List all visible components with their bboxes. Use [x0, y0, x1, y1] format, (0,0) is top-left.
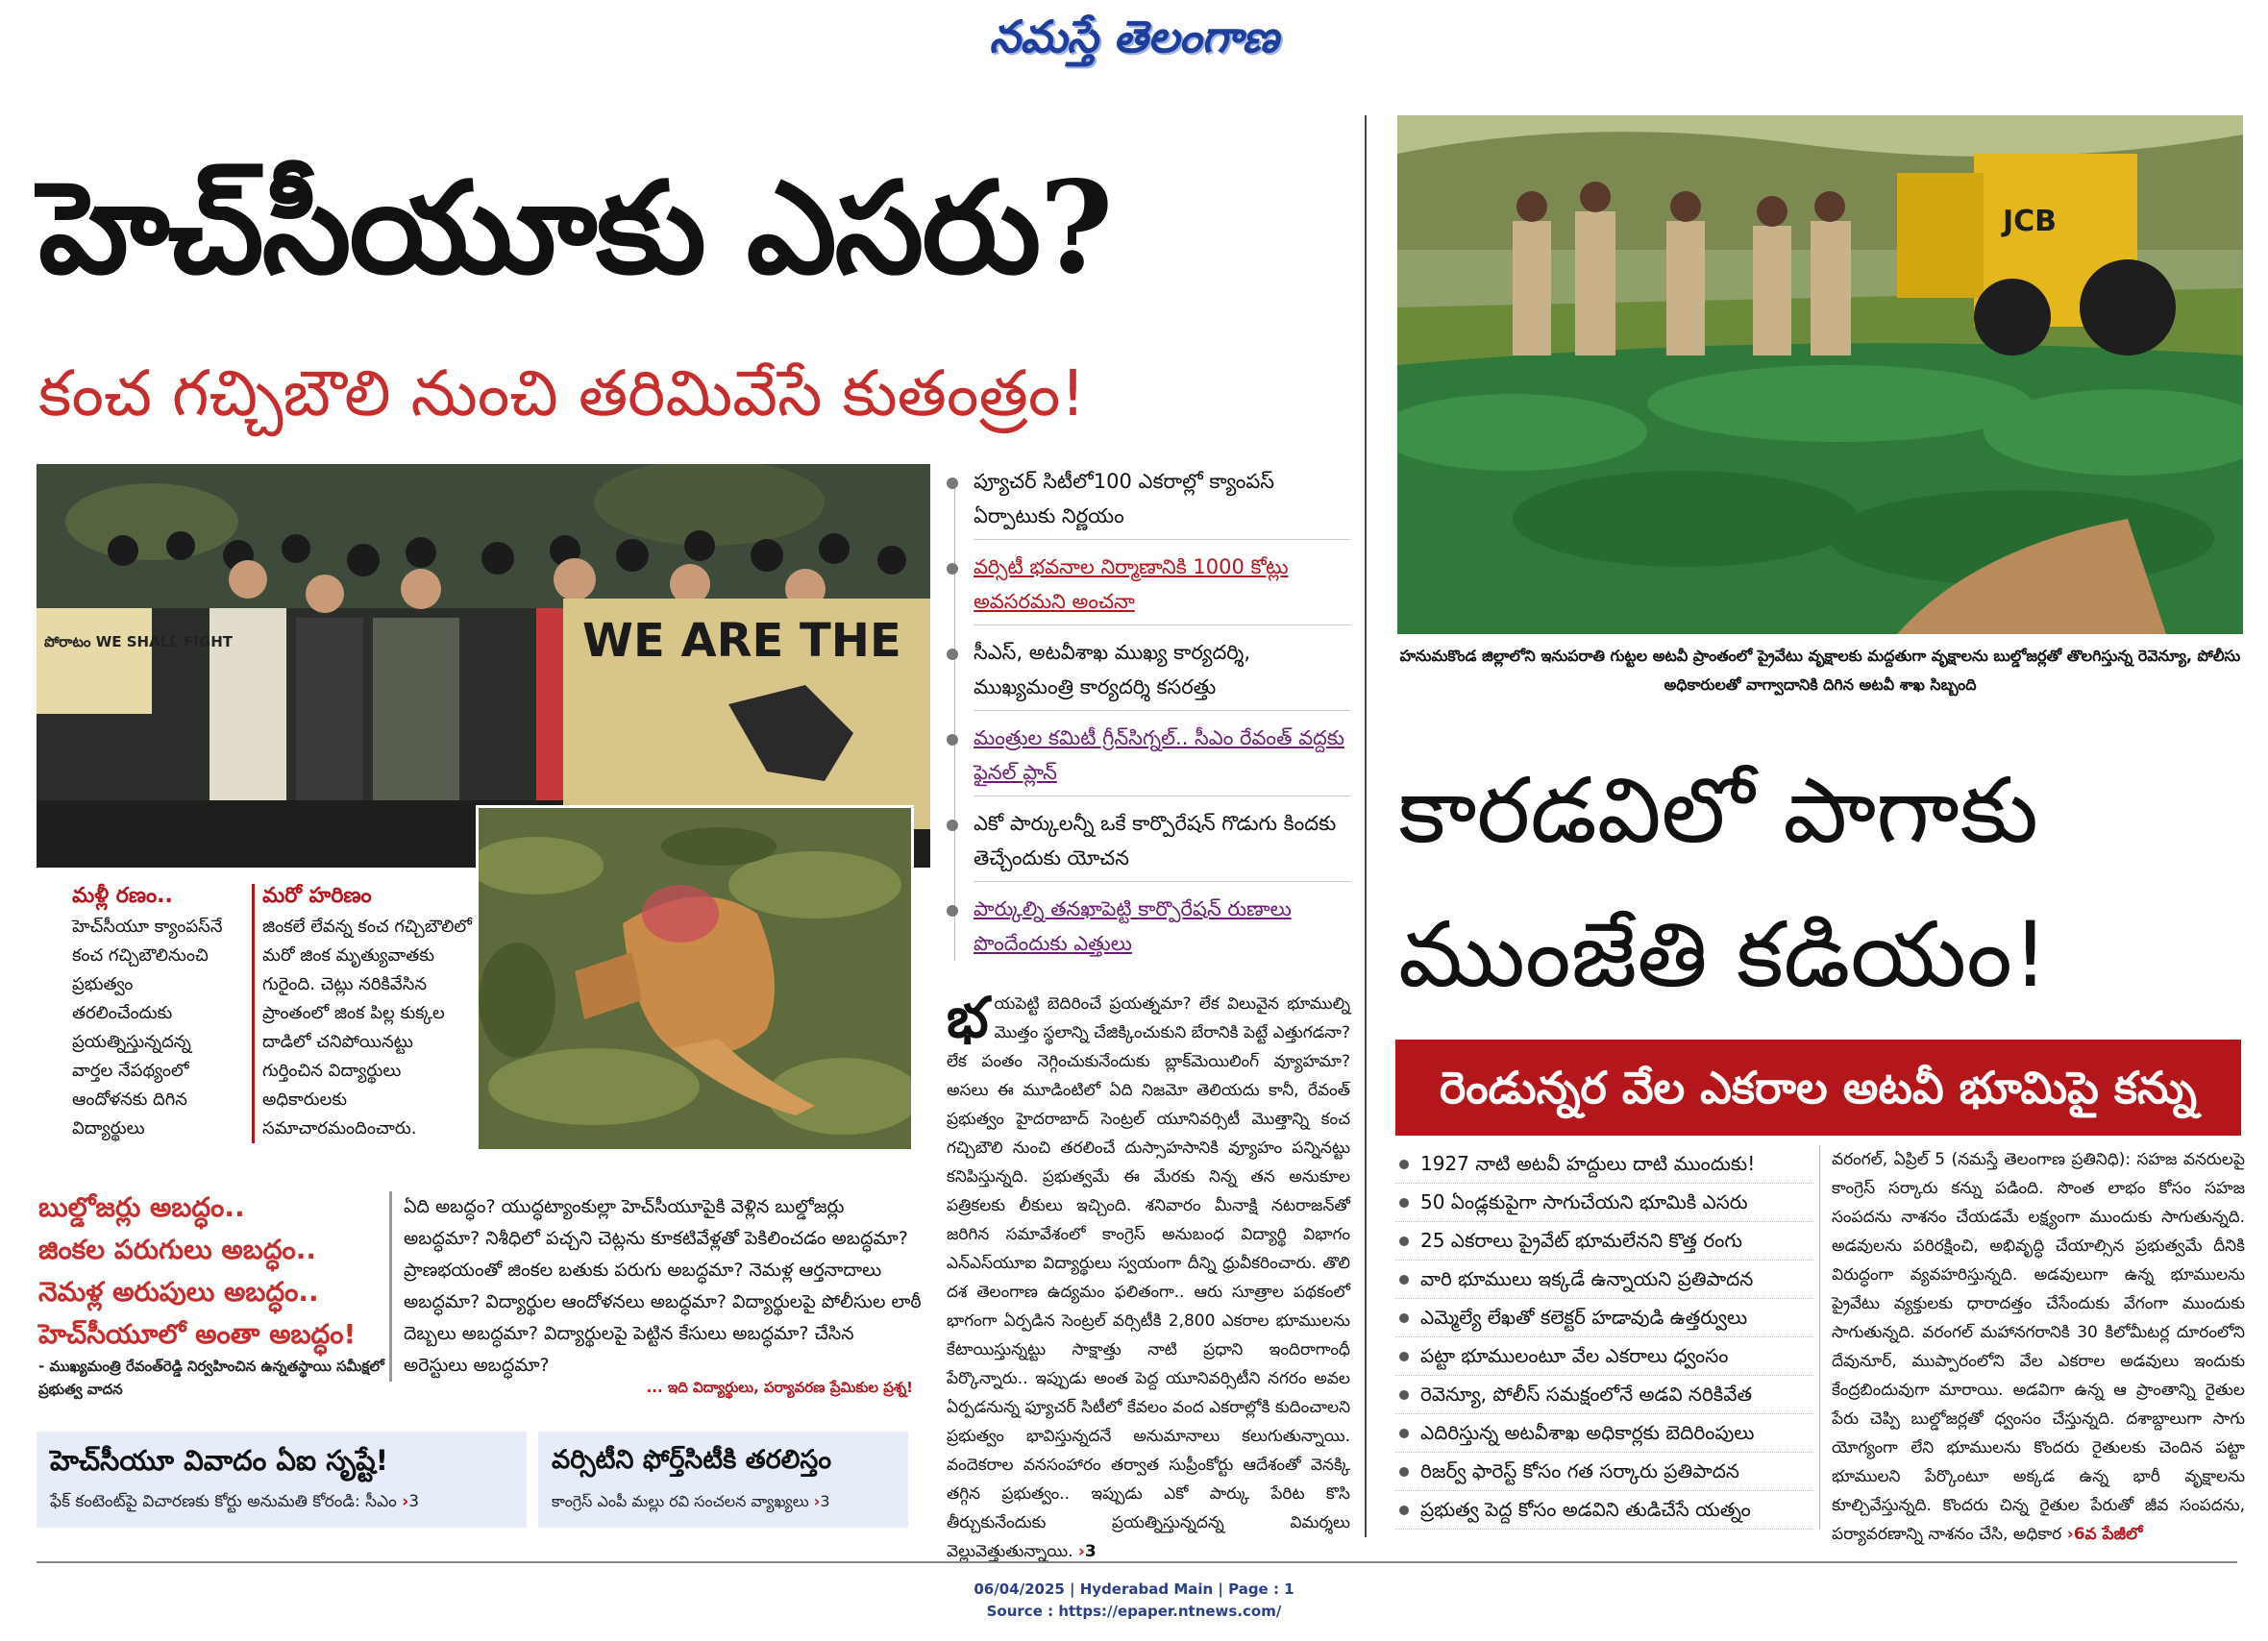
caption-deer-body: జింకలే లేవన్న కంచ గచ్చిబౌలిలో మరో జింక మృత్యువాతకు గురైంది. చెట్లు నరికివేసిన ప్రాంతంలో జింక పిల్ల కుక్కల దాడిలో చనిపోయినట్టు గుర్తించిన విద్యార్థులు అధికారులకు సమాచారమందించారు.	[262, 917, 472, 1139]
top-bullet-text: వర్సిటీ భవనాల నిర్మాణానికి 1000 కోట్లు అవసరమని అంచనా	[974, 555, 1289, 613]
right-bullet-text: ప్రభుత్వ పెద్ద కోసం అడవిని తుడిచేసే యత్నం	[1420, 1498, 1751, 1521]
footer-source[interactable]: Source : https://epaper.ntnews.com/	[986, 1603, 1282, 1620]
right-bullet-text: 25 ఎకరాలు ప్రైవేట్ భూమలేనని కొత్త రంగు	[1420, 1229, 1742, 1252]
right-bullet	[1395, 1261, 1813, 1299]
top-bullet-list	[947, 464, 1350, 970]
bottom-box-ai[interactable]	[37, 1432, 527, 1528]
right-bullet-text: వారి భూములు ఇక్కడే ఉన్నాయని ప్రతిపాదన	[1420, 1267, 1754, 1290]
right-bullet	[1395, 1299, 1813, 1337]
right-bullet-list	[1395, 1145, 1813, 1530]
lead-article-body: యపెట్టి బెదిరించే ప్రయత్నమా? లేక విలువైన భూముల్ని మొత్తం స్థలాన్ని చేజిక్కించుకుని బేరానికి పెట్టే ఎత్తుగడనా? లేక పంతం నెగ్గించుకునేందుకు బ్లాక్‌మెయిలింగ్ వ్యూహమా? అసలు ఈ మూడింటిలో ఏది నిజమో తెలియదు కానీ, రేవంత్ ప్రభుత్వం హైదరాబాద్ సెంట్రల్ యూనివర్సిటీ మొత్తాన్ని కంచ గచ్చిబౌలి నుంచి తరలించే దుస్సాహసానికి వ్యూహం పన్నినట్టు కనిపిస్తున్నది. ప్రభుత్వమే ఈ మేరకు నిన్న తన అనుకూల పత్రికలకు లీకులు ఇచ్చింది. శనివారం మీనాక్షి నటరాజన్‌తో జరిగిన సమావేశంలో కాంగ్రెస్ అనుబంధ విద్యార్థి విభాగం ఎన్‌ఎస్‌యూఐ విద్యార్థులు స్వయంగా దీన్ని ధ్రువీకరించారు. తొలి దశ తెలంగాణ ఉద్యమం ఫలితంగా.. ఆరు సూత్రాల పథకంలో భాగంగా ఏర్పడిన సెంట్రల్ వర్సిటీకి 2,800 ఎకరాల భూములను కేటాయిస్తున్నట్టు సాక్షాత్తు నాటి ప్రధాని ఇందిరాగాంధీ పేర్కొన్నారు.. ఇప్పుడు అంత పెద్ద యూనివర్సిటీని నగరం అవల ఏర్పడనున్న ఫ్యూచర్ సిటీలో కేవలం వంద ఎకరాల్లోకి కుదించాలని ప్రభుత్వం భావిస్తున్నదనే అనుమానాలు కలుగుతున్నాయి. వందెకరాల వనసంహారం తర్వాత సుప్రీంకోర్టు ఆదేశంతో వెనక్కి తగ్గిన ప్రభుత్వం.. ఇప్పుడు ఎకో పార్కు పేరిట కొసి తీర్చుకునేందుకు ప్రయత్నిస్తున్నదన్న విమర్శలు వెల్లువెత్తుతున్నాయి.	[947, 994, 1350, 1561]
right-bullet-text: పట్టా భూములంటూ వేల ఎకరాలు ధ్వంసం	[1420, 1344, 1729, 1367]
top-bullet	[947, 806, 1350, 882]
quote-line: జింకల పరుగులు అబద్ధం..	[38, 1234, 317, 1265]
quote-line: నెమళ్ల అరుపులు అబద్ధం..	[38, 1276, 319, 1308]
right-bullet	[1395, 1376, 1813, 1414]
top-bullet-text: ఎకో పార్కులన్నీ ఒకే కార్పొరేషన్ గొడుగు కిందకు తెచ్చేందుకు యోచన	[974, 812, 1337, 869]
right-bullet	[1395, 1491, 1813, 1530]
quote-line: బుల్డోజర్లు అబద్ధం..	[38, 1191, 245, 1223]
continued-arrow-icon: ›	[1077, 1542, 1085, 1561]
right-bullet-text: ఎదిరిస్తున్న అటవీశాఖ అధికార్లకు బెదిరింపులు	[1420, 1421, 1755, 1444]
dropcap: భ	[947, 985, 989, 1050]
bottom-box-headline: హెచ్‌సీయూ వివాదం ఏఐ సృష్టే!	[50, 1444, 388, 1477]
caption-protest-title: మళ్లీ రణం..	[72, 884, 173, 908]
bottom-box-page: 3	[408, 1492, 420, 1511]
caption-protest	[72, 884, 231, 1143]
right-bullet	[1395, 1184, 1813, 1222]
bottom-box-sub	[552, 1489, 830, 1514]
forest-clearing-photo	[1397, 115, 2243, 634]
right-article-body: వరంగల్, ఏప్రిల్ 5 (నమస్తే తెలంగాణ ప్రతినిధి): సహజ వనరులపై కాంగ్రెస్ సర్కారు కన్ను పడింది. సొంత లాభం కోసం సహజ సంపదను నాశనం చేయడమే లక్ష్యంగా ముందుకు సాగుతున్నది. అడవులను పరిరక్షించి, అభివృద్ధి చేయాల్సిన ప్రభుత్వమే దీనికి విరుద్ధంగా వ్యవహరిస్తున్నది. అడవులుగా ఉన్న భూములను ప్రైవేటు వ్యక్తులకు ధారాదత్తం చేసేందుకు వేగంగా ముందుకు సాగుతున్నది. వరంగల్ మహానగరానికి 30 కిలోమీటర్ల దూరంలోని దేవునూర్, ముప్పారంలోని వేల ఎకరాల అడవులు ఇందుకు కేంద్రబిందువుగా మారాయి. అడవిగా ఉన్న ఆ ప్రాంతాన్ని రైతుల పేరు చెప్పి బుల్డోజర్లతో ధ్వంసం చేస్తున్నది. దశాబ్దాలుగా సాగు యోగ్యంగా లేని భూములను కొందరు రైతులకు చెందిన పట్టా భూములని పేర్కొంటూ అక్కడ ఉన్న భారీ వృక్షాలను కూల్చివేస్తున్నది. కొందరు చిన్న రైతుల పేరుతో జీవ సంపదను, పర్యావరణాన్ని నాశనం చేసి, అధికార	[1832, 1150, 2245, 1544]
top-bullet	[947, 464, 1350, 540]
caption-protest-body: హెచ్‌సీయూ క్యాంపస్‌నే కంచ గచ్చిబౌలినుంచి ప్రభుత్వం తరలించేందుకు ప్రయత్నిస్తున్నదన్న వార్తల నేపథ్యంలో ఆందోళనకు దిగిన విద్యార్థులు	[72, 917, 223, 1139]
continued-page[interactable]: 3	[1084, 1542, 1097, 1561]
right-column-rule	[1819, 1145, 1820, 1530]
quote-attribution: - ముఖ్యమంత్రి రేవంత్‌రెడ్డి నిర్వహించిన ఉన్నతస్థాయి సమీక్షలో ప్రభుత్వ వాదన	[38, 1358, 384, 1398]
bottom-box-sub-text: కాంగ్రెస్ ఎంపీ మల్లు రవి సంచలన వ్యాఖ్యలు	[552, 1492, 809, 1510]
right-bullet-text: రిజర్వ్ ఫారెస్ట్ కోసం గత సర్కారు ప్రతిపాదన	[1420, 1459, 1739, 1482]
right-article-continued[interactable]: 6వ పేజీలో	[2073, 1525, 2143, 1544]
right-headline	[1398, 740, 2244, 1028]
quote-lines	[38, 1187, 365, 1356]
question-column: ఏది అబద్ధం? యుద్ధట్యాంకుల్లా హెచ్‌సీయూపైకి వెళ్లిన బుల్డోజర్లు అబద్ధమా? నిశీధిలో పచ్చని చెట్లను కూకటివేళ్లతో పెకిలించడం అబద్ధమా? ప్రాణభయంతో జింకల బతుకు పరుగు అబద్ధమా? నెమళ్ల ఆర్తనాదాలు అబద్ధమా? విద్యార్థుల ఆందోళనలు అబద్ధమా? విద్యార్థులపై పోలీసుల లాఠీ దెబ్బలు అబద్ధమా? విద్యార్థులపై పెట్టిన కేసులు అబద్ధమా? చేసిన అరెస్టులు అబద్ధమా?	[389, 1191, 923, 1382]
red-banner: రెండున్నర వేల ఎకరాల అటవీ భూమిపై కన్ను	[1395, 1040, 2241, 1136]
protest-sign-text: WE ARE THE	[582, 614, 901, 668]
question-footer: ... ఇది విద్యార్థులు, పర్యావరణ ప్రేమికుల ప్రశ్న!	[646, 1379, 913, 1396]
right-bullet-text: 50 ఏండ్లకుపైగా సాగుచేయని భూమికి ఎసరు	[1420, 1190, 1748, 1213]
lead-article	[947, 985, 1350, 1566]
right-article	[1832, 1145, 2245, 1549]
continued-arrow-icon: ›	[2066, 1525, 2074, 1544]
bottom-box-fourth-city[interactable]	[538, 1432, 908, 1528]
caption-deer	[252, 884, 479, 1143]
top-bullet-text: ప్యూచర్ సిటీలో100 ఎకరాల్లో క్యాంపస్ ఏర్పాటుకు నిర్ణయం	[974, 470, 1275, 527]
top-bullet	[947, 721, 1350, 796]
top-bullet-text: పార్కుల్ని తనఖాపెట్టి కార్పొరేషన్ రుణాలు పొందేందుకు ఎత్తులు	[974, 897, 1292, 955]
right-bullet	[1395, 1222, 1813, 1261]
right-bullet	[1395, 1145, 1813, 1184]
page-arrow-icon: ›	[813, 1492, 821, 1510]
quote-line: హెచ్‌సీయూలో అంతా అబద్ధం!	[38, 1318, 357, 1350]
right-bullet	[1395, 1453, 1813, 1491]
top-bullet-text: సీఎస్, అటవీశాఖ ముఖ్య కార్యదర్శి, ముఖ్యమంత్రి కార్యదర్శి కసరత్తు	[974, 641, 1251, 698]
column-divider	[1365, 115, 1367, 1537]
main-headline: హెచ్‌సీయూకు ఎసరు?	[38, 154, 1112, 303]
right-headline-line: ముంజేతి కడియం!	[1398, 903, 2049, 1008]
bottom-box-page: 3	[820, 1492, 830, 1510]
forest-photo-caption: హనుమకొండ జిల్లాలోని ఇనుపరాతి గుట్టల అటవీ ప్రాంతంలో ప్రైవేటు వృక్షాలకు మద్దతుగా వృక్షాలను బుల్డోజర్లతో తొలగిస్తున్న రెవెన్యూ, పోలీసు అధికారులతో వాగ్వాదానికి దిగిన అటవీ శాఖ సిబ్బంది	[1399, 647, 2241, 694]
bottom-box-sub	[50, 1489, 419, 1514]
page-arrow-icon: ›	[402, 1492, 409, 1511]
right-bullet-text: రెవెన్యూ, పోలీస్ సమక్షంలోనే అడవి నరికివేత	[1420, 1383, 1753, 1406]
footer-rule	[37, 1561, 2237, 1563]
deer-photo	[476, 805, 914, 1152]
right-bullet-text: ఎమ్మెల్యే లేఖతో కలెక్టర్ హడావుడి ఉత్తర్వులు	[1420, 1306, 1748, 1329]
protest-poster-text: పోరాటం WE SHALL FIGHT	[44, 633, 233, 650]
right-bullet-text: 1927 నాటి అటవీ హద్దులు దాటి ముందుకు!	[1420, 1152, 1756, 1175]
masthead-logo: నమస్తే తెలంగాణ	[989, 11, 1279, 62]
top-bullet-text: మంత్రుల కమిటీ గ్రీన్‌సిగ్నల్.. సీఎం రేవంత్ వద్దకు ఫైనల్ ప్లాన్	[974, 726, 1345, 784]
right-bullet	[1395, 1337, 1813, 1376]
right-bullet	[1395, 1414, 1813, 1453]
bottom-box-sub-text: ఫేక్ కంటెంట్‌పై విచారణకు కోర్టు అనుమతి కోరండి: సీఎం	[50, 1492, 397, 1511]
jcb-label: JCB	[2003, 205, 2058, 238]
right-headline-line: కారడవిలో పాగాకు	[1398, 759, 2038, 864]
top-bullet	[947, 635, 1350, 711]
caption-deer-title: మరో హరిణం	[262, 884, 372, 908]
top-bullet	[947, 892, 1350, 961]
bottom-box-headline: వర్సిటీని ఫోర్త్‌సిటీకి తరలిస్తం	[552, 1445, 832, 1475]
footer-edition: 06/04/2025 | Hyderabad Main | Page : 1	[974, 1580, 1294, 1598]
sub-headline: కంచ గచ్చిబౌలి నుంచి తరిమివేసే కుతంత్రం!	[38, 356, 1086, 430]
top-bullet	[947, 550, 1350, 625]
